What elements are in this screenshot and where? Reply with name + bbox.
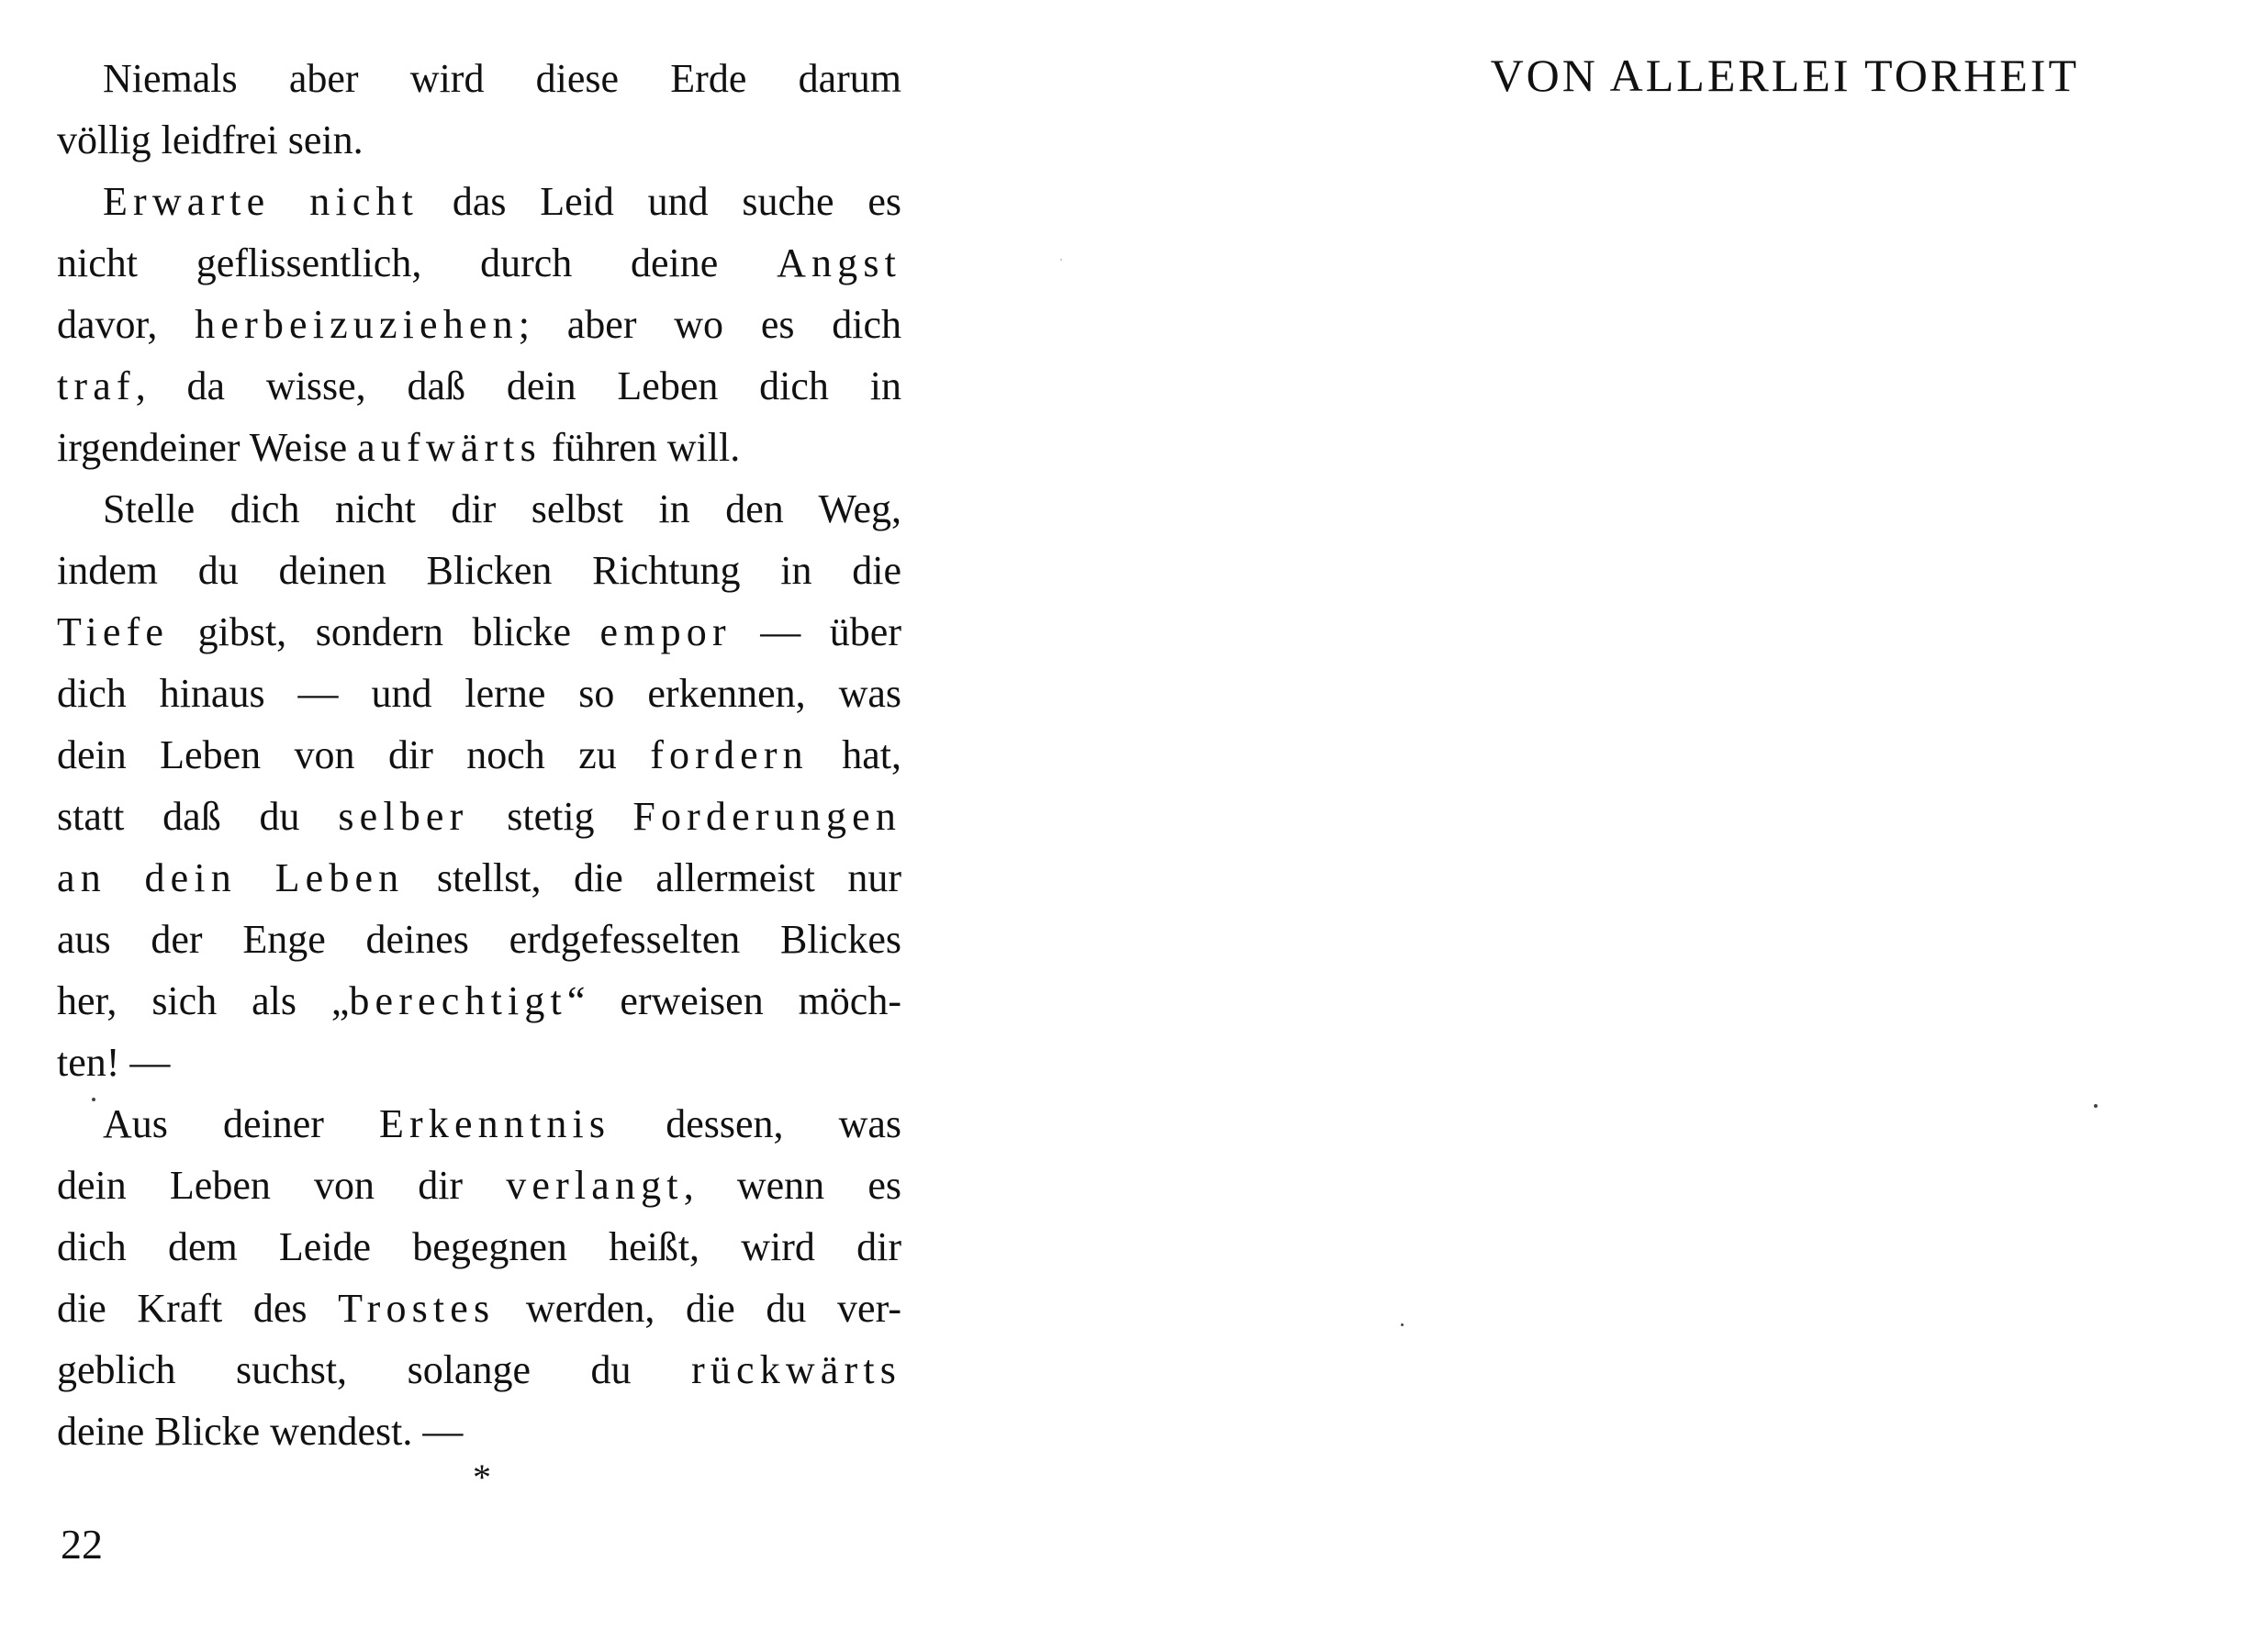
text-run: dein Leben von dir noch zu	[57, 732, 651, 777]
emphasized-text: berechtigt	[349, 978, 567, 1023]
text-line	[57, 48, 901, 109]
left-page	[0, 0, 1124, 1652]
text-run: führen will.	[541, 425, 741, 470]
emphasized-text: Erwarte nicht	[103, 179, 420, 224]
paragraph	[57, 48, 901, 171]
text-run: her, sich als „	[57, 978, 350, 1023]
text-line	[57, 786, 901, 847]
text-line	[57, 1401, 901, 1462]
text-run: indem du deinen Blicken Richtung in die	[57, 548, 901, 593]
print-speck	[92, 1098, 95, 1101]
text-run: werden, die du ver-	[495, 1286, 901, 1331]
paragraph	[57, 171, 901, 478]
paragraph	[57, 1093, 901, 1462]
text-run: Stelle dich nicht dir selbst in den Weg,	[103, 486, 901, 531]
emphasized-text: Trostes	[338, 1286, 496, 1331]
text-line	[57, 970, 901, 1032]
text-run: ten! —	[57, 1040, 171, 1085]
section-asterisk: *	[473, 1457, 491, 1498]
paragraph	[57, 478, 901, 1093]
text-run: Aus deiner	[103, 1101, 379, 1146]
emphasized-text: rückwärts	[691, 1347, 901, 1392]
text-run: nicht geflissentlich, durch deine	[57, 240, 778, 285]
text-run: , wenn es	[683, 1163, 901, 1208]
emphasized-text: traf	[57, 363, 136, 408]
text-run: irgendeiner Weise	[57, 425, 358, 470]
emphasized-text: Erkenntnis	[378, 1101, 611, 1146]
text-run: stetig	[468, 794, 633, 839]
emphasized-text: an dein Leben	[57, 855, 405, 900]
text-run: statt daß du	[57, 794, 339, 839]
page-number: 22	[61, 1521, 103, 1568]
text-run: ; aber wo es dich	[518, 302, 902, 347]
text-line	[57, 1155, 901, 1216]
text-line	[57, 355, 901, 417]
emphasized-text: empor	[599, 609, 732, 654]
right-page	[1124, 0, 2249, 1652]
text-run: deine Blicke wendest. —	[57, 1409, 464, 1454]
text-run: , da wisse, daß dein Leben dich in	[135, 363, 901, 408]
text-line	[57, 232, 901, 294]
text-line	[57, 1339, 901, 1401]
text-line	[57, 1032, 901, 1093]
text-line	[57, 294, 901, 355]
text-run: völlig leidfrei sein.	[57, 117, 364, 162]
text-run: dich dem Leide begegnen heißt, wird dir	[57, 1224, 901, 1269]
text-line	[57, 109, 901, 171]
text-run: gibst, sondern blicke	[169, 609, 600, 654]
emphasized-text: herbeizuziehen	[195, 302, 519, 347]
text-line	[57, 663, 901, 724]
emphasized-text: verlangt	[506, 1163, 684, 1208]
body-text	[57, 48, 901, 1462]
text-run: dein Leben von dir	[57, 1163, 507, 1208]
text-line	[57, 417, 901, 478]
chapter-title: VON ALLERLEI TORHEIT	[1490, 50, 2079, 101]
print-speck	[2094, 1104, 2098, 1108]
text-line	[57, 171, 901, 232]
text-line	[57, 724, 901, 786]
text-run: aus der Enge deines erdgefesselten Blickes	[57, 917, 901, 962]
text-line	[57, 1093, 901, 1155]
emphasized-text: Angst	[777, 240, 901, 285]
text-run: Niemals aber wird diese Erde darum	[103, 56, 901, 101]
text-run: davor,	[57, 302, 196, 347]
text-run: dessen, was	[610, 1101, 901, 1146]
text-run: stellst, die allermeist nur	[404, 855, 901, 900]
emphasized-text: aufwärts	[357, 425, 542, 470]
text-line	[57, 540, 901, 601]
text-line	[57, 601, 901, 663]
text-line	[57, 1278, 901, 1339]
text-line	[57, 1216, 901, 1278]
emphasized-text: selber	[338, 794, 469, 839]
emphasized-text: Forderungen	[632, 794, 901, 839]
text-line	[57, 847, 901, 909]
text-run: geblich suchst, solange du	[57, 1347, 692, 1392]
text-line	[57, 909, 901, 970]
text-line	[57, 478, 901, 540]
emphasized-text: Tiefe	[57, 609, 170, 654]
text-run: — über	[731, 609, 901, 654]
text-run: hat,	[808, 732, 901, 777]
emphasized-text: fordern	[650, 732, 809, 777]
text-run: das Leid und suche es	[419, 179, 901, 224]
print-speck	[1060, 259, 1062, 261]
text-run: “ erweisen möch-	[566, 978, 901, 1023]
print-speck	[1401, 1323, 1404, 1326]
text-run: dich hinaus — und lerne so erkennen, was	[57, 671, 901, 716]
text-run: die Kraft des	[57, 1286, 339, 1331]
